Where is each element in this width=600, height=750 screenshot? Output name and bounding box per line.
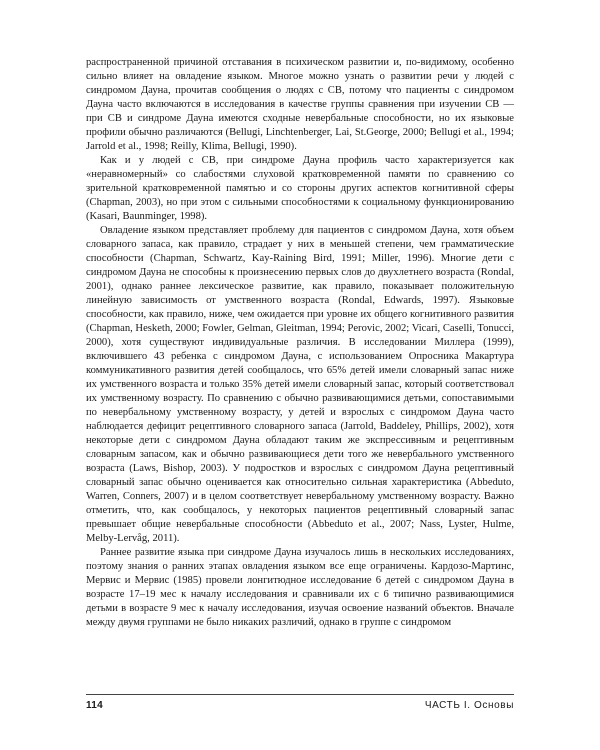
paragraph: Раннее развитие языка при синдроме Дауна изучалось лишь в нескольких исследованиях, поэтому знания о ранних этапах овладения языком все еще ограничены. Кардозо-Мартинс, Мервис и Мервис (1985) провели лонгитюдное исследование 6 детей с синдромом Дауна в возрасте 17–19 мес к началу исследования и сравнивали их с 6 типично развивающимися детьми в возрасте 9 мес к началу исследования, изучая освоение названий объектов. Вначале между двумя группами не было никаких различий, однако в группе с синдромом: [86, 547, 514, 628]
running-head: ЧАСТЬ I. Основы: [424, 700, 514, 711]
paragraph: Как и у людей с СВ, при синдроме Дауна профиль часто характеризуется как «неравномерный» со слабостями слуховой кратковременной памяти по сравнению со зрительной кратковременной памятью и со стороны других аспектов когнитивной сферы (Chapman, 2003), но при этом с сильными способностями к социальному функционированию (Kasari, Baunminger, 1998).: [86, 155, 514, 222]
footer-divider: [86, 694, 514, 695]
body-text: [86, 56, 514, 630]
page-number: 114: [86, 700, 104, 711]
paragraph: Овладение языком представляет проблему для пациентов с синдромом Дауна, хотя объем словарного запаса, как правило, страдает у них в меньшей степени, чем грамматические способности (Chapman, Schwartz, Kay-Raining Bird, 1991; Miller, 1996). Многие дети с синдромом Дауна не способны к произнесению первых слов до двухлетнего возраста (Rondal, 2001), однако раннее лексическое развитие, как правило, показывает положительную линейную зависимость от умственного возраста (Rondal, Edwards, 1997). Языковые способности, как правило, ниже, чем ожидается при уровне их общего когнитивного развития (Chapman, Hesketh, 2000; Fowler, Gelman, Gleitman, 1994; Perovic, 2002; Vicari, Caselli, Tonucci, 2000), хотя существуют индивидуальные различия. В исследовании Миллера (1999), включившего 43 ребенка с синдромом Дауна, с использованием Опросника Макартура коммуникативного развития детей сообщалось, что 65% детей имели словарный запас ниже их умственного возраста и только 35% детей имели словарный запас, который соответствовал их умственному возрасту. По сравнению с обычно развивающимися детьми, сопоставимыми по невербальному умственному возрасту, у детей и взрослых с синдромом Дауна часто наблюдается дефицит рецептивного словарного запаса (Jarrold, Baddeley, Phillips, 2002), хотя некоторые дети с синдромом Дауна обладают таким же экспрессивным и рецептивным словарным запасом, как и обычно развивающиеся дети того же невербального умственного возраста (Laws, Bishop, 2003). У подростков и взрослых с синдромом Дауна рецептивный словарный запас обычно оценивается как относительно сильная характеристика (Abbeduto, Warren, Conners, 2007) и в целом соответствует невербальному умственному возрасту. Важно отметить, что, как сообщалось, у некоторых пациентов рецептивный словарный запас превышает общие невербальные способности (Abbeduto et al., 2007; Nass, Lyster, Hulme, Melby-Lervåg, 2011).: [86, 225, 514, 544]
paragraph-continued: распространенной причиной отставания в психическом развитии и, по-видимому, особенно сильно влияет на овладение языком. Многое можно узнать о развитии речи у людей с синдромом Дауна, прочитав сообщения о людях с СВ, потому что пациенты с синдромом Дауна часто включаются в исследования в качестве группы сравнения при изучении СВ — при СВ и синдроме Дауна имеются сходные невербальные способности, но их языковые профили обычно различаются (Bellugi, Linchtenberger, Lai, St.George, 2000; Bellugi et al., 1994; Jarrold et al., 1998; Reilly, Klima, Bellugi, 1990).: [86, 57, 514, 152]
